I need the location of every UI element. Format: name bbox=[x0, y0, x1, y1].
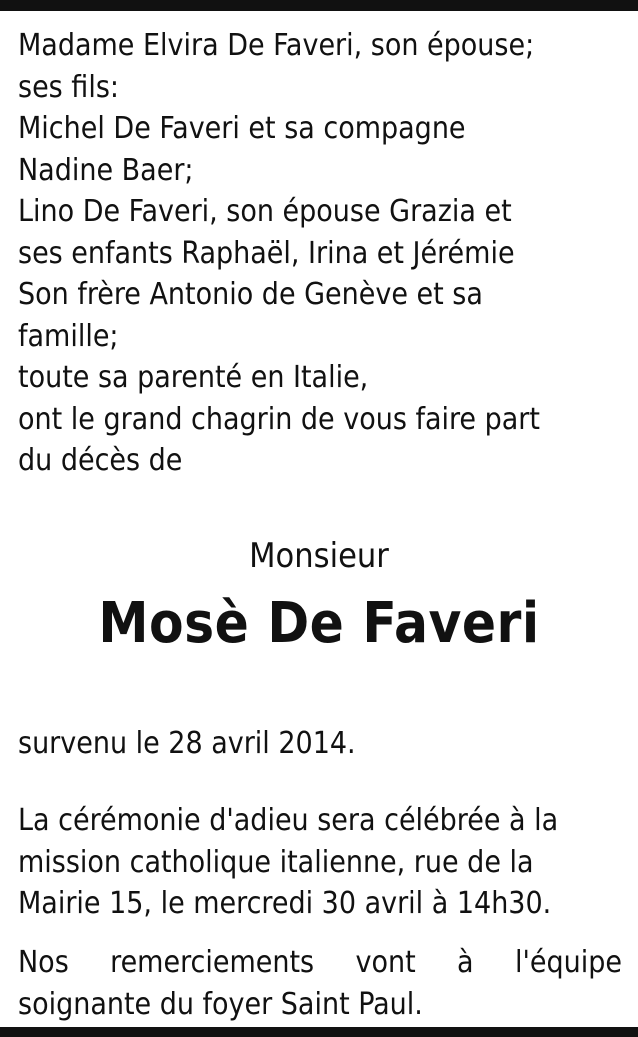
family-line: ses enfants Raphaël, Irina et Jérémie bbox=[18, 235, 515, 271]
thanks-word: vont bbox=[355, 945, 416, 980]
family-line: famille; bbox=[18, 318, 119, 354]
thanks-word: l'équipe bbox=[514, 945, 622, 980]
thanks-word: remerciements bbox=[110, 945, 315, 980]
thanks-line-justified bbox=[18, 942, 622, 984]
ceremony-line: Mairie 15, le mercredi 30 avril à 14h30. bbox=[18, 886, 552, 921]
family-line: ont le grand chagrin de vous faire part bbox=[18, 401, 540, 437]
deceased-title: Monsieur bbox=[249, 536, 389, 576]
family-line: Lino De Faveri, son épouse Grazia et bbox=[18, 194, 512, 229]
family-line: toute sa parenté en Italie, bbox=[18, 360, 369, 395]
date-line: survenu le 28 avril 2014. bbox=[18, 726, 356, 761]
ceremony-details bbox=[18, 800, 622, 925]
family-line: Nadine Baer; bbox=[18, 152, 194, 188]
family-line: Son frère Antonio de Genève et sa bbox=[18, 277, 483, 312]
thanks-line: soignante du foyer Saint Paul. bbox=[18, 986, 423, 1022]
ceremony-line: La cérémonie d'adieu sera célébrée à la bbox=[18, 803, 559, 838]
deceased-name: Mosè De Faveri bbox=[98, 591, 540, 656]
family-line: Michel De Faveri et sa compagne bbox=[18, 111, 466, 146]
family-announcement bbox=[18, 25, 622, 482]
family-line: Madame Elvira De Faveri, son épouse; bbox=[18, 28, 535, 63]
family-line: ses fils: bbox=[18, 69, 119, 105]
bottom-border-rule bbox=[0, 1027, 638, 1037]
thanks-word: à bbox=[457, 945, 474, 980]
thanks-word: Nos bbox=[18, 945, 69, 980]
top-border-rule bbox=[0, 0, 638, 11]
date-of-death bbox=[18, 723, 622, 765]
thanks-note bbox=[18, 942, 622, 1025]
ceremony-line: mission catholique italienne, rue de la bbox=[18, 844, 534, 880]
family-line: du décès de bbox=[18, 443, 183, 478]
